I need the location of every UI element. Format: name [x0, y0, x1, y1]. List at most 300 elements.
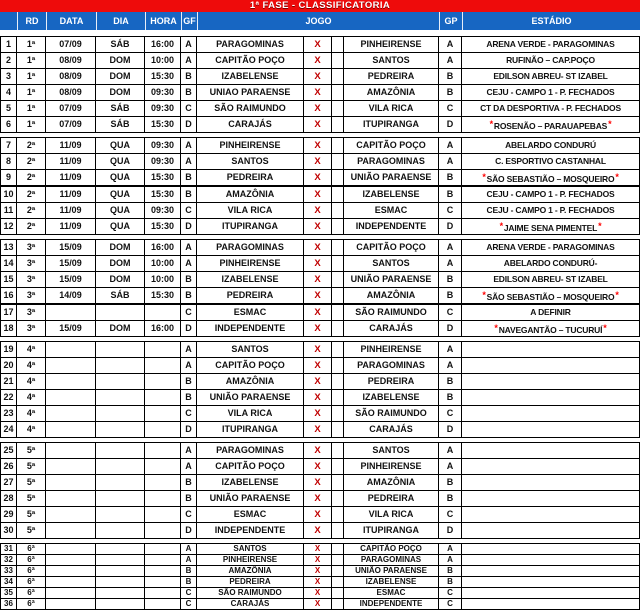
- cell-group-away: A: [439, 358, 462, 373]
- cell-home-team: UNIAO PARAENSE: [197, 85, 304, 100]
- cell-spacer: [332, 422, 344, 437]
- cell-home-team: CAPITÃO POÇO: [197, 459, 304, 474]
- versus-mark: X: [304, 491, 332, 506]
- cell-spacer: [332, 219, 344, 234]
- cell-dia: DOM: [96, 256, 145, 271]
- versus-mark: X: [304, 117, 332, 132]
- cell-data: 15/09: [46, 240, 96, 255]
- cell-spacer: [332, 85, 344, 100]
- cell-data: [46, 443, 96, 458]
- cell-num: 24: [1, 422, 17, 437]
- cell-rd: 1ª: [17, 69, 46, 84]
- table-row: [1, 101, 639, 117]
- cell-group-home: D: [181, 321, 197, 336]
- cell-hora: 09:30: [145, 154, 181, 169]
- round-block-4: [0, 341, 640, 438]
- cell-group-home: B: [181, 272, 197, 287]
- cell-away-team: AMAZÔNIA: [344, 475, 439, 490]
- versus-mark: X: [304, 272, 332, 287]
- versus-mark: X: [304, 138, 332, 153]
- cell-data: 15/09: [46, 321, 96, 336]
- cell-home-team: ESMAC: [197, 305, 304, 320]
- table-row: [1, 69, 639, 85]
- cell-home-team: INDEPENDENTE: [197, 523, 304, 538]
- cell-data: 11/09: [46, 138, 96, 153]
- cell-rd: 6ª: [17, 577, 46, 587]
- stadium-name: SÃO SEBASTIÃO – MOSQUEIRO: [486, 292, 615, 302]
- cell-rd: 1ª: [17, 101, 46, 116]
- cell-rd: 6ª: [17, 588, 46, 598]
- cell-data: [46, 523, 96, 538]
- cell-num: 27: [1, 475, 17, 490]
- cell-num: 7: [1, 138, 17, 153]
- cell-away-team: CAPITÃO POÇO: [344, 544, 439, 554]
- cell-spacer: [332, 272, 344, 287]
- cell-spacer: [332, 187, 344, 202]
- cell-group-home: B: [181, 577, 197, 587]
- cell-group-away: A: [439, 544, 462, 554]
- cell-num: 22: [1, 390, 17, 405]
- cell-rd: 6ª: [17, 544, 46, 554]
- cell-away-team: CARAJÁS: [344, 321, 439, 336]
- cell-spacer: [332, 170, 344, 185]
- cell-group-away: B: [439, 288, 462, 303]
- cell-away-team: CARAJÁS: [344, 422, 439, 437]
- cell-group-away: C: [439, 588, 462, 598]
- cell-num: 20: [1, 358, 17, 373]
- cell-home-team: AMAZÔNIA: [197, 566, 304, 576]
- cell-spacer: [332, 406, 344, 421]
- cell-home-team: IZABELENSE: [197, 69, 304, 84]
- cell-stadium: RUFINÃO – CAP.POÇO: [506, 55, 595, 65]
- cell-group-away: B: [439, 475, 462, 490]
- cell-group-home: C: [181, 588, 197, 598]
- cell-stadium: [462, 422, 639, 437]
- cell-dia: [96, 475, 145, 490]
- cell-dia: DOM: [96, 321, 145, 336]
- cell-away-team: SANTOS: [344, 256, 439, 271]
- stadium-name: SÃO SEBASTIÃO – MOSQUEIRO: [486, 174, 615, 184]
- cell-hora: [145, 566, 181, 576]
- cell-data: 15/09: [46, 272, 96, 287]
- cell-rd: 4ª: [17, 358, 46, 373]
- cell-stadium: CEJU - CAMPO 1 - P. FECHADOS: [486, 205, 615, 215]
- versus-mark: X: [304, 422, 332, 437]
- cell-data: [46, 406, 96, 421]
- versus-mark: X: [304, 85, 332, 100]
- cell-dia: [96, 523, 145, 538]
- cell-data: 14/09: [46, 288, 96, 303]
- cell-spacer: [332, 358, 344, 373]
- cell-spacer: [332, 342, 344, 357]
- star-icon: *: [615, 172, 619, 182]
- table-row: [1, 566, 639, 577]
- cell-group-home: A: [181, 138, 197, 153]
- cell-hora: 15:30: [145, 219, 181, 234]
- cell-stadium: [462, 443, 639, 458]
- table-row: [1, 491, 639, 507]
- cell-num: 16: [1, 288, 17, 303]
- cell-stadium: [462, 599, 639, 609]
- cell-dia: DOM: [96, 272, 145, 287]
- cell-stadium: C. ESPORTIVO CASTANHAL: [495, 156, 606, 166]
- cell-away-team: SANTOS: [344, 53, 439, 68]
- cell-group-away: D: [439, 422, 462, 437]
- cell-spacer: [332, 138, 344, 153]
- versus-mark: X: [304, 390, 332, 405]
- table-row: [1, 240, 639, 256]
- cell-rd: 1ª: [17, 117, 46, 132]
- cell-away-team: PARAGOMINAS: [344, 358, 439, 373]
- cell-hora: 15:30: [145, 288, 181, 303]
- cell-hora: [145, 507, 181, 522]
- cell-home-team: PINHEIRENSE: [197, 555, 304, 565]
- cell-group-away: C: [439, 599, 462, 609]
- cell-rd: 5ª: [17, 459, 46, 474]
- cell-home-team: UNIÃO PARAENSE: [197, 390, 304, 405]
- cell-data: [46, 342, 96, 357]
- cell-group-home: A: [181, 154, 197, 169]
- cell-group-home: C: [181, 406, 197, 421]
- cell-spacer: [332, 69, 344, 84]
- cell-data: 15/09: [46, 256, 96, 271]
- cell-group-home: B: [181, 85, 197, 100]
- cell-num: 30: [1, 523, 17, 538]
- cell-away-team: PARAGOMINAS: [344, 154, 439, 169]
- table-row: [1, 523, 639, 538]
- cell-group-away: D: [439, 523, 462, 538]
- cell-data: [46, 599, 96, 609]
- versus-mark: X: [304, 555, 332, 565]
- cell-group-away: A: [439, 459, 462, 474]
- versus-mark: X: [304, 523, 332, 538]
- versus-mark: X: [304, 599, 332, 609]
- cell-group-away: A: [439, 53, 462, 68]
- cell-away-team: IZABELENSE: [344, 187, 439, 202]
- cell-dia: [96, 422, 145, 437]
- cell-dia: SÁB: [96, 117, 145, 132]
- cell-group-away: A: [439, 240, 462, 255]
- cell-dia: [96, 555, 145, 565]
- cell-hora: 09:30: [145, 203, 181, 218]
- cell-spacer: [332, 37, 344, 52]
- column-header-jogo: JOGO: [198, 12, 440, 30]
- cell-rd: 1ª: [17, 53, 46, 68]
- cell-home-team: PARAGOMINAS: [197, 240, 304, 255]
- cell-num: 26: [1, 459, 17, 474]
- cell-home-team: INDEPENDENTE: [197, 321, 304, 336]
- cell-hora: 16:00: [145, 37, 181, 52]
- cell-home-team: PINHEIRENSE: [197, 256, 304, 271]
- cell-hora: 10:00: [145, 272, 181, 287]
- versus-mark: X: [304, 577, 332, 587]
- cell-dia: QUA: [96, 187, 145, 202]
- cell-hora: 10:00: [145, 53, 181, 68]
- cell-num: 21: [1, 374, 17, 389]
- cell-group-home: A: [181, 358, 197, 373]
- cell-group-away: B: [439, 170, 462, 185]
- cell-hora: [145, 305, 181, 320]
- table-row: [1, 555, 639, 566]
- cell-stadium: [462, 321, 639, 336]
- column-header-num: [0, 12, 18, 30]
- cell-home-team: PEDREIRA: [197, 170, 304, 185]
- cell-group-away: B: [439, 69, 462, 84]
- cell-rd: 3ª: [17, 321, 46, 336]
- cell-num: 11: [1, 203, 17, 218]
- cell-dia: [96, 544, 145, 554]
- cell-dia: [96, 588, 145, 598]
- cell-hora: 15:30: [145, 69, 181, 84]
- cell-home-team: PINHEIRENSE: [197, 138, 304, 153]
- cell-stadium: ABELARDO CONDURÚ-: [503, 258, 598, 268]
- cell-away-team: PEDREIRA: [344, 491, 439, 506]
- versus-mark: X: [304, 170, 332, 185]
- cell-dia: DOM: [96, 240, 145, 255]
- cell-hora: 15:30: [145, 117, 181, 132]
- cell-data: [46, 507, 96, 522]
- star-icon: *: [482, 172, 486, 182]
- cell-hora: [145, 491, 181, 506]
- cell-spacer: [332, 203, 344, 218]
- cell-data: [46, 390, 96, 405]
- cell-home-team: ITUPIRANGA: [197, 219, 304, 234]
- cell-group-away: B: [439, 272, 462, 287]
- cell-home-team: AMAZÔNIA: [197, 187, 304, 202]
- cell-group-home: A: [181, 342, 197, 357]
- cell-dia: QUA: [96, 219, 145, 234]
- cell-rd: 4ª: [17, 390, 46, 405]
- cell-group-away: C: [439, 101, 462, 116]
- cell-group-home: D: [181, 523, 197, 538]
- cell-stadium: [462, 219, 639, 234]
- cell-home-team: PEDREIRA: [197, 577, 304, 587]
- cell-away-team: PARAGOMINAS: [344, 555, 439, 565]
- cell-data: [46, 358, 96, 373]
- cell-num: 23: [1, 406, 17, 421]
- cell-dia: [96, 566, 145, 576]
- cell-dia: DOM: [96, 85, 145, 100]
- cell-dia: [96, 342, 145, 357]
- cell-spacer: [332, 53, 344, 68]
- table-row: [1, 219, 639, 234]
- cell-spacer: [332, 491, 344, 506]
- table-row: [1, 390, 639, 406]
- cell-away-team: ESMAC: [344, 203, 439, 218]
- versus-mark: X: [304, 588, 332, 598]
- cell-data: 11/09: [46, 170, 96, 185]
- cell-hora: [145, 358, 181, 373]
- star-icon: *: [598, 221, 602, 231]
- cell-hora: [145, 342, 181, 357]
- cell-hora: [145, 390, 181, 405]
- cell-stadium: [462, 523, 639, 538]
- cell-rd: 5ª: [17, 523, 46, 538]
- versus-mark: X: [304, 374, 332, 389]
- cell-group-home: C: [181, 101, 197, 116]
- cell-num: 3: [1, 69, 17, 84]
- cell-hora: [145, 544, 181, 554]
- versus-mark: X: [304, 69, 332, 84]
- stadium-name: NAVEGANTÃO – TUCURUÍ: [498, 325, 603, 335]
- cell-dia: [96, 491, 145, 506]
- cell-stadium: A DEFINIR: [530, 307, 571, 317]
- cell-spacer: [332, 566, 344, 576]
- versus-mark: X: [304, 507, 332, 522]
- table-row: [1, 37, 639, 53]
- cell-spacer: [332, 544, 344, 554]
- cell-spacer: [332, 390, 344, 405]
- table-row: [1, 475, 639, 491]
- cell-group-away: C: [439, 203, 462, 218]
- cell-stadium: [462, 577, 639, 587]
- cell-stadium: [462, 170, 639, 185]
- cell-data: 08/09: [46, 69, 96, 84]
- cell-num: 1: [1, 37, 17, 52]
- cell-rd: 4ª: [17, 374, 46, 389]
- cell-group-home: A: [181, 256, 197, 271]
- table-row: [1, 170, 639, 187]
- cell-group-home: A: [181, 443, 197, 458]
- cell-away-team: CAPITÃO POÇO: [344, 240, 439, 255]
- cell-data: 07/09: [46, 37, 96, 52]
- cell-home-team: SÃO RAIMUNDO: [197, 101, 304, 116]
- cell-stadium: [462, 544, 639, 554]
- cell-spacer: [332, 507, 344, 522]
- cell-group-away: A: [439, 342, 462, 357]
- cell-group-home: B: [181, 374, 197, 389]
- cell-group-away: C: [439, 406, 462, 421]
- star-icon: *: [489, 119, 493, 129]
- cell-group-away: A: [439, 256, 462, 271]
- table-row: [1, 374, 639, 390]
- cell-hora: [145, 406, 181, 421]
- cell-dia: [96, 358, 145, 373]
- cell-data: [46, 374, 96, 389]
- cell-rd: 6ª: [17, 566, 46, 576]
- cell-rd: 3ª: [17, 256, 46, 271]
- cell-num: 12: [1, 219, 17, 234]
- column-header-gp: GP: [440, 12, 463, 30]
- cell-spacer: [332, 117, 344, 132]
- cell-rd: 3ª: [17, 272, 46, 287]
- cell-stadium: [462, 459, 639, 474]
- table-row: [1, 272, 639, 288]
- cell-away-team: PINHEIRENSE: [344, 342, 439, 357]
- table-row: [1, 422, 639, 437]
- cell-away-team: PEDREIRA: [344, 374, 439, 389]
- table-row: [1, 187, 639, 203]
- versus-mark: X: [304, 240, 332, 255]
- cell-home-team: SÃO RAIMUNDO: [197, 588, 304, 598]
- cell-group-home: B: [181, 475, 197, 490]
- cell-away-team: PINHEIRENSE: [344, 37, 439, 52]
- cell-group-away: D: [439, 219, 462, 234]
- cell-away-team: UNIÃO PARAENSE: [344, 170, 439, 185]
- cell-away-team: IZABELENSE: [344, 390, 439, 405]
- column-header-gf: GF: [182, 12, 198, 30]
- cell-dia: DOM: [96, 69, 145, 84]
- cell-num: 25: [1, 443, 17, 458]
- cell-dia: [96, 599, 145, 609]
- column-headers: [0, 12, 640, 30]
- fixture-table: [0, 36, 640, 610]
- cell-rd: 3ª: [17, 305, 46, 320]
- cell-dia: DOM: [96, 53, 145, 68]
- cell-rd: 2ª: [17, 203, 46, 218]
- cell-group-home: A: [181, 544, 197, 554]
- cell-dia: [96, 305, 145, 320]
- cell-rd: 5ª: [17, 443, 46, 458]
- cell-data: [46, 422, 96, 437]
- cell-home-team: PARAGOMINAS: [197, 443, 304, 458]
- cell-group-away: B: [439, 85, 462, 100]
- cell-group-home: A: [181, 53, 197, 68]
- table-row: [1, 53, 639, 69]
- cell-stadium: CEJU - CAMPO 1 - P. FECHADOS: [486, 87, 615, 97]
- cell-stadium: [462, 288, 639, 303]
- cell-num: 32: [1, 555, 17, 565]
- cell-home-team: SANTOS: [197, 342, 304, 357]
- cell-num: 29: [1, 507, 17, 522]
- cell-group-home: B: [181, 566, 197, 576]
- cell-group-home: D: [181, 422, 197, 437]
- stadium-name: JAIME SENA PIMENTEL: [503, 223, 598, 233]
- cell-home-team: CAPITÃO POÇO: [197, 358, 304, 373]
- cell-hora: [145, 422, 181, 437]
- cell-away-team: IZABELENSE: [344, 577, 439, 587]
- cell-data: 11/09: [46, 203, 96, 218]
- cell-spacer: [332, 577, 344, 587]
- versus-mark: X: [304, 101, 332, 116]
- cell-hora: [145, 475, 181, 490]
- cell-home-team: SANTOS: [197, 544, 304, 554]
- cell-stadium: CT DA DESPORTIVA - P. FECHADOS: [480, 103, 621, 113]
- cell-group-away: B: [439, 577, 462, 587]
- cell-home-team: VILA RICA: [197, 406, 304, 421]
- cell-rd: 3ª: [17, 288, 46, 303]
- cell-num: 19: [1, 342, 17, 357]
- table-row: [1, 544, 639, 555]
- cell-dia: QUA: [96, 170, 145, 185]
- versus-mark: X: [304, 443, 332, 458]
- cell-stadium: [462, 374, 639, 389]
- table-row: [1, 138, 639, 154]
- cell-dia: [96, 406, 145, 421]
- cell-stadium: EDILSON ABREU- ST IZABEL: [493, 71, 608, 81]
- versus-mark: X: [304, 37, 332, 52]
- table-row: [1, 577, 639, 588]
- cell-away-team: AMAZÔNIA: [344, 85, 439, 100]
- cell-home-team: CARAJÁS: [197, 117, 304, 132]
- cell-group-away: A: [439, 37, 462, 52]
- table-row: [1, 85, 639, 101]
- cell-home-team: PARAGOMINAS: [197, 37, 304, 52]
- cell-dia: QUA: [96, 203, 145, 218]
- cell-stadium: [462, 475, 639, 490]
- versus-mark: X: [304, 219, 332, 234]
- cell-num: 34: [1, 577, 17, 587]
- cell-hora: 09:30: [145, 101, 181, 116]
- cell-group-home: A: [181, 240, 197, 255]
- cell-group-home: A: [181, 555, 197, 565]
- cell-rd: 2ª: [17, 219, 46, 234]
- round-block-3: [0, 239, 640, 337]
- cell-away-team: VILA RICA: [344, 507, 439, 522]
- cell-group-away: B: [439, 374, 462, 389]
- cell-group-away: A: [439, 154, 462, 169]
- cell-hora: [145, 577, 181, 587]
